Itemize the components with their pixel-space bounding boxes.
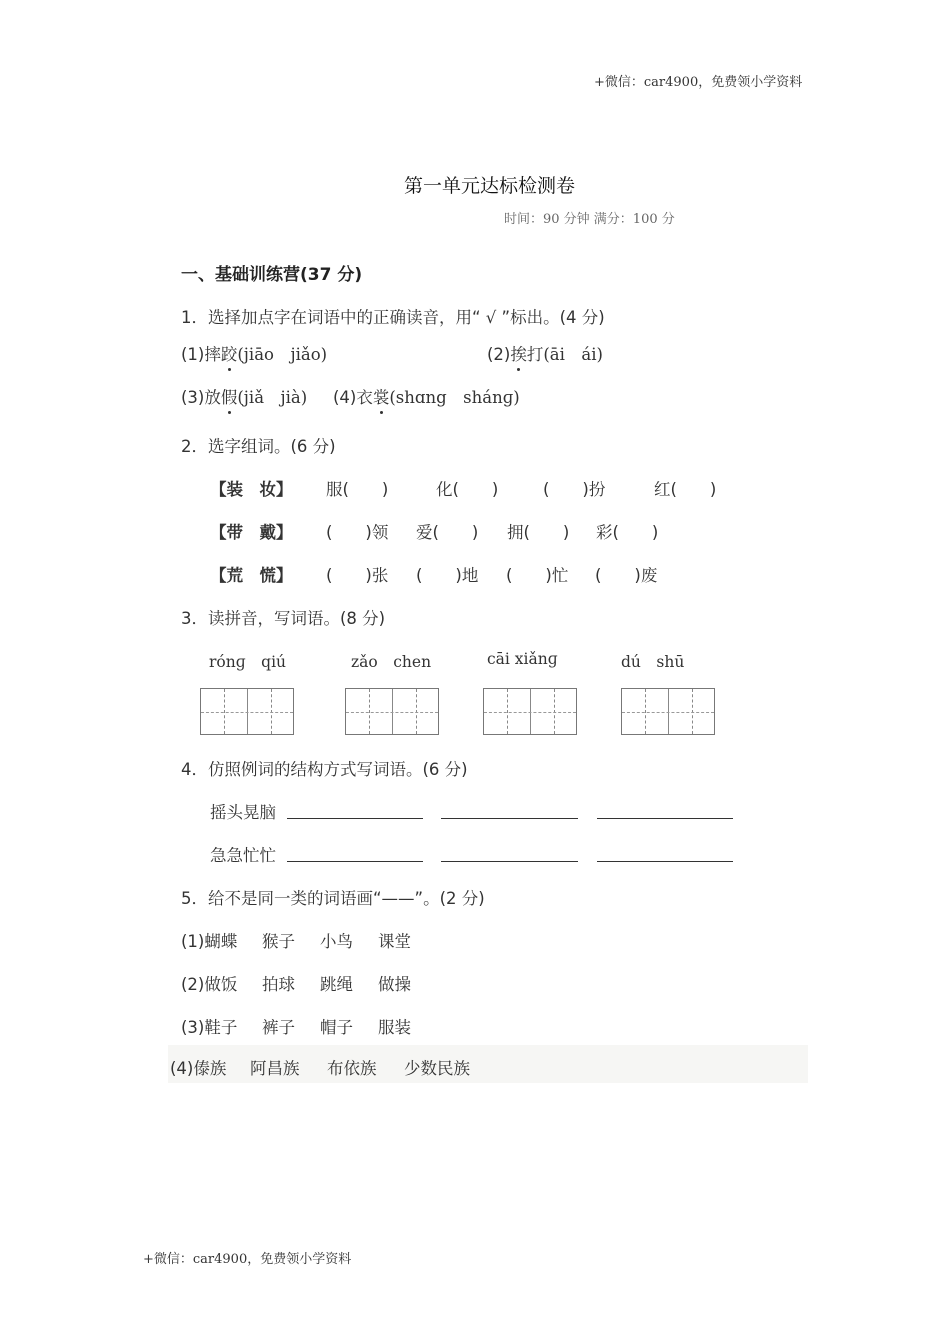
question-4-stem: 4．仿照例词的结构方式写词语。(6 分) [181,760,468,779]
q3-pinyin: rónɡ qiú [209,653,287,671]
q2-row1-item: ( )扮 [543,480,606,499]
q5-word: 跳绳 [320,975,353,994]
q2-row3-item: ( )张 [326,566,389,585]
q2-row1-item: 红( ) [654,480,717,499]
q5-word: 少数民族 [404,1059,470,1078]
q5-word: 帽子 [320,1018,353,1037]
q5-word: 课堂 [378,932,411,951]
watermark-bottom: +微信：car4900，免费领小学资料 [143,1252,352,1267]
exam-meta: 时间：90 分钟 满分：100 分 [504,212,675,227]
q2-row3-item: ( )地 [416,566,479,585]
q4-example: 摇头晃脑 [210,803,276,822]
answer-line[interactable] [287,818,423,819]
watermark-top: +微信：car4900，免费领小学资料 [594,75,803,90]
q5-word: 布依族 [327,1059,377,1078]
q5-word: 猴子 [262,932,295,951]
q2-row1-item: 服( ) [326,480,389,499]
answer-line[interactable] [441,818,578,819]
q2-row2-label: 【带 戴】 [210,523,293,542]
q5-word: 小鸟 [320,932,353,951]
page-title: 第一单元达标检测卷 [404,175,576,197]
q2-row2-item: 彩( ) [596,523,659,542]
q5-word: (2)做饭 [181,975,238,994]
q5-word: 拍球 [262,975,295,994]
question-5-stem: 5．给不是同一类的词语画“——”。(2 分) [181,889,485,908]
q1-item-4: (4)衣裳(shɑng shánɡ) [333,384,520,408]
q5-word: 服装 [378,1018,411,1037]
q1-item-3: (3)放假(jiǎ jià) [181,384,307,408]
q5-word: (3)鞋子 [181,1018,238,1037]
question-1-stem: 1．选择加点字在词语中的正确读音，用“ √ ”标出。(4 分) [181,308,605,327]
q2-row2-item: 拥( ) [507,523,570,542]
question-3-stem: 3．读拼音，写词语。(8 分) [181,609,386,628]
answer-line[interactable] [597,818,733,819]
q2-row1-label: 【装 妆】 [210,480,293,499]
q2-row2-item: ( )领 [326,523,389,542]
q5-word: (1)蝴蝶 [181,932,238,951]
q5-word: (4)傣族 [170,1059,227,1078]
q2-row3-item: ( )忙 [506,566,569,585]
writing-grid[interactable] [621,688,715,735]
writing-grid[interactable] [200,688,294,735]
writing-grid[interactable] [345,688,439,735]
q4-example: 急急忙忙 [210,846,276,865]
q3-pinyin: dú shū [621,653,685,671]
answer-line[interactable] [441,861,578,862]
q2-row3-label: 【荒 慌】 [210,566,293,585]
question-2-stem: 2．选字组词。(6 分) [181,437,336,456]
section-heading: 一、基础训练营(37 分) [181,265,363,285]
q5-word: 裤子 [262,1018,295,1037]
q3-pinyin: zǎo chen [351,653,432,671]
q2-row1-item: 化( ) [436,480,499,499]
answer-line[interactable] [287,861,423,862]
q1-item-2: (2)挨打(āi ái) [487,341,603,365]
answer-line[interactable] [597,861,733,862]
q2-row2-item: 爱( ) [416,523,479,542]
q3-pinyin: cāi xiǎnɡ [487,650,558,668]
q5-word: 阿昌族 [250,1059,300,1078]
writing-grid[interactable] [483,688,577,735]
q1-item-1: (1)摔跤(jiāo jiǎo) [181,341,327,365]
q5-word: 做操 [378,975,411,994]
q2-row3-item: ( )废 [595,566,658,585]
